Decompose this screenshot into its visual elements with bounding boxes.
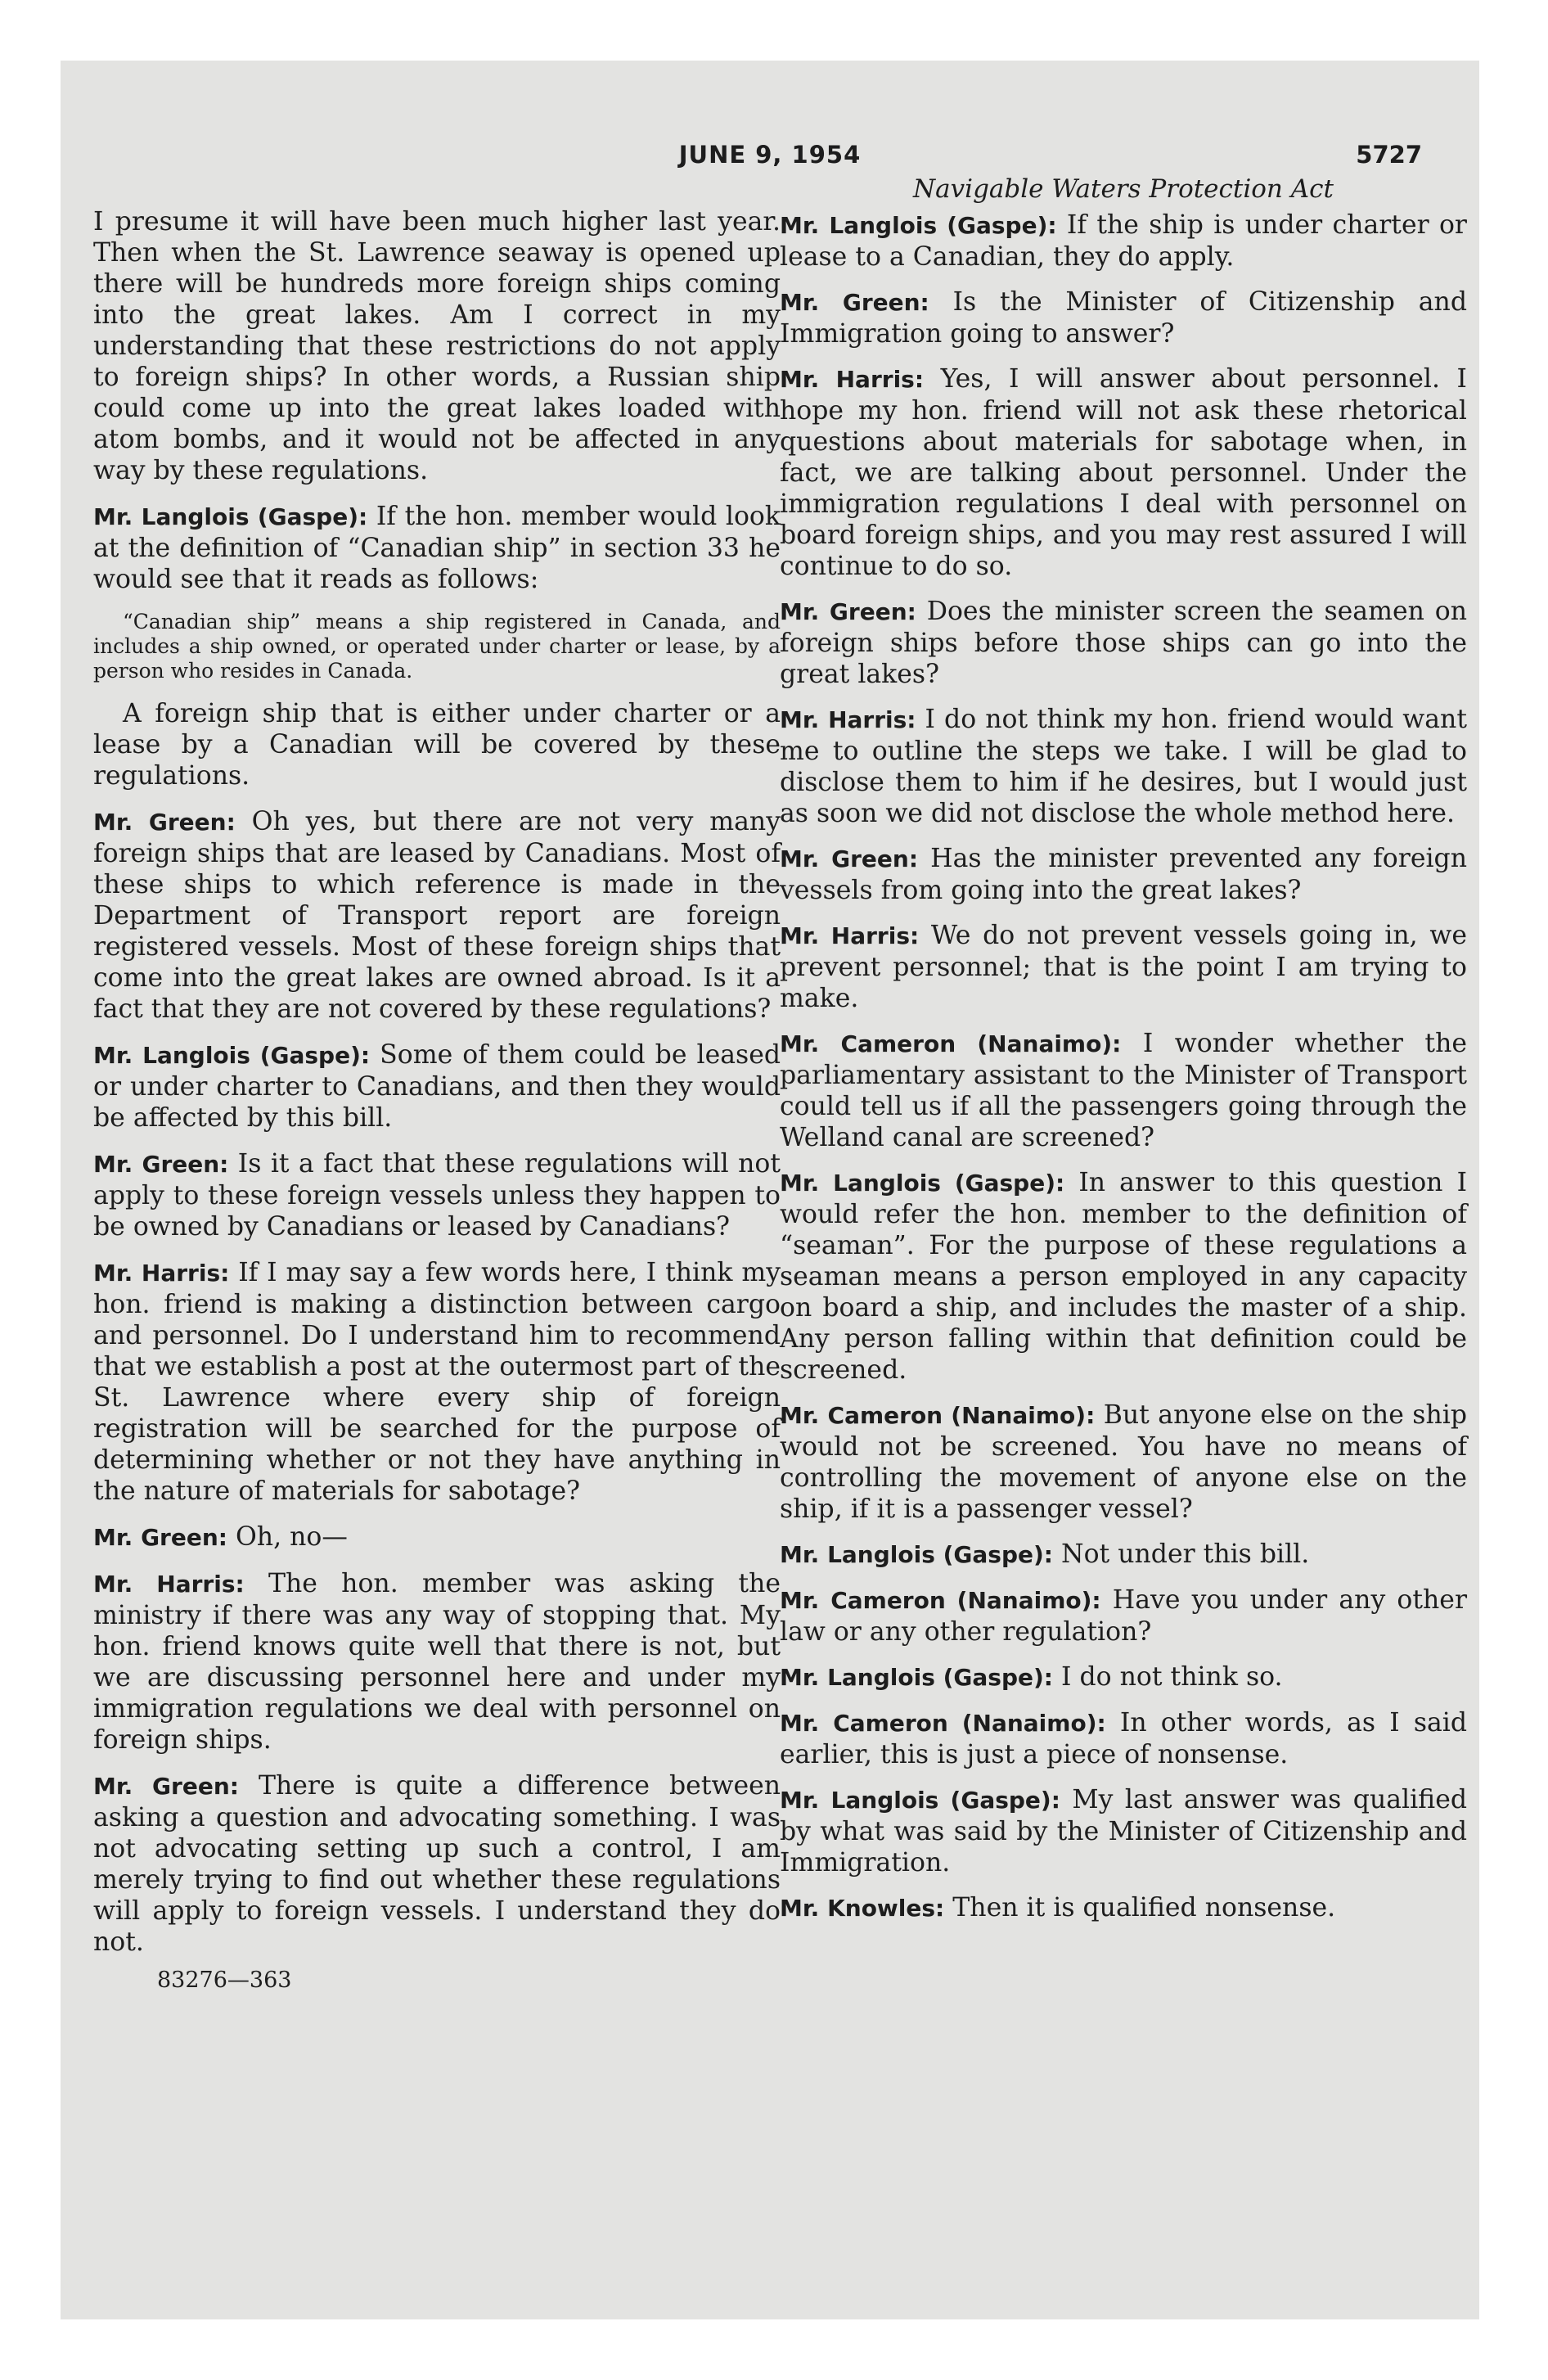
speaker-name: Mr. Cameron (Nanaimo): <box>780 1587 1101 1614</box>
speech-text: If the ship is under charter or lease to a Canadian, they do apply. <box>780 210 1467 272</box>
speech-paragraph <box>780 286 1467 349</box>
speech-text: Does the minister screen the seamen on foreign ships before those ships can go into the great lakes? <box>780 597 1468 689</box>
right-column <box>780 210 1467 1938</box>
speech-text: Oh yes, but there are not very many foreign ships that are leased by Canadians. Most of these ships to which reference is made in the Department of Transport report are foreign registered vessels. Most of these foreign ships that come into the great lakes are owned abroad. Is it a fact that they are not covered by these regulations? <box>93 807 781 1024</box>
speech-text: Is the Minister of Citizenship and Immigration going to answer? <box>780 287 1467 349</box>
speaker-name: Mr. Harris: <box>93 1260 230 1287</box>
speech-text: Yes, I will answer about personnel. I hope my hon. friend will not ask these rhetorical questions about materials for sabotage when, in fact, we are talking about personnel. Under the immigration regulations I deal with personnel on board foreign ships, and you may rest assured I will continue to do so. <box>780 364 1467 581</box>
speech-paragraph <box>780 704 1467 829</box>
speech-paragraph <box>780 1892 1467 1924</box>
speaker-name: Mr. Harris: <box>780 366 925 393</box>
speaker-name: Mr. Langlois (Gaspe): <box>93 1042 371 1069</box>
speech-text: But anyone else on the ship would not be screened. You have no means of controlling the movement of anyone else on the ship, if it is a passenger vessel? <box>780 1400 1467 1524</box>
speaker-name: Mr. Green: <box>93 1524 227 1551</box>
speech-text: I do not think my hon. friend would want me to outline the steps we take. I will be glad to disclose them to him if he desires, but I would just as soon we did not disclose the whole method here. <box>780 705 1467 828</box>
speaker-name: Mr. Langlois (Gaspe): <box>780 1541 1053 1568</box>
speech-text: My last answer was qualified by what was said by the Minister of Citizenship and Immigration. <box>780 1785 1467 1877</box>
speech-paragraph <box>93 501 781 595</box>
speech-paragraph <box>780 920 1467 1014</box>
left-column <box>93 206 781 1994</box>
speech-paragraph <box>780 1539 1467 1571</box>
speech-text: I do not think so. <box>1061 1662 1283 1692</box>
speech-paragraph <box>93 698 781 791</box>
speech-paragraph <box>780 1707 1467 1770</box>
speech-paragraph <box>780 363 1467 582</box>
speech-text: Some of them could be leased or under charter to Canadians, and then they would be affected by this bill. <box>93 1040 781 1133</box>
running-title: Navigable Waters Protection Act <box>913 174 1334 204</box>
speech-text: We do not prevent vessels going in, we prevent personnel; that is the point I am trying to make. <box>780 921 1467 1013</box>
speaker-name: Mr. Cameron (Nanaimo): <box>780 1402 1096 1429</box>
speech-text: I presume it will have been much higher last year. Then when the St. Lawrence seaway is opened up there will be hundreds more foreign ships coming into the great lakes. Am I correct in my understanding that these restrictions do not apply to foreign ships? In other words, a Russian ship could come up into the great lakes loaded with atom bombs, and it would not be affected in any way by these regulations. <box>93 207 781 485</box>
speech-paragraph <box>780 1661 1467 1693</box>
speech-paragraph <box>93 1257 781 1507</box>
speech-paragraph <box>780 1784 1467 1878</box>
speech-text: In answer to this question I would refer the hon. member to the definition of “seaman”. For the purpose of these regulations a seaman means a person employed in any capacity on board a ship, and includes the master of a ship. Any person falling within that definition could be screened. <box>780 1168 1468 1385</box>
header-page-number: 5727 <box>1356 141 1422 169</box>
speech-text: There is quite a difference between asking a question and advocating something. I was not advocating setting up such a control, I am merely trying to find out whether these regulations will apply to foreign vessels. I understand they do not. <box>93 1771 781 1957</box>
speech-text: Have you under any other law or any other regulation? <box>780 1585 1468 1647</box>
speaker-name: Mr. Green: <box>780 598 916 625</box>
speaker-name: Mr. Knowles: <box>780 1895 945 1922</box>
speech-paragraph <box>93 1148 781 1242</box>
header-date: JUNE 9, 1954 <box>678 141 862 169</box>
speaker-name: Mr. Cameron (Nanaimo): <box>780 1710 1106 1737</box>
speech-paragraph <box>93 1770 781 1958</box>
speech-text: If I may say a few words here, I think my hon. friend is making a distinction between cargo and personnel. Do I understand him to recommend that we establish a post at the outermost part of the St. Lawrence where every ship of foreign registration will be searched for the purpose of determining whether or not they have anything in the nature of materials for sabotage? <box>93 1258 781 1506</box>
speech-text: A foreign ship that is either under charter or a lease by a Canadian will be covered by these regulations. <box>93 699 781 791</box>
speech-text: Has the minister prevented any foreign vessels from going into the great lakes? <box>780 844 1468 905</box>
speech-paragraph <box>780 210 1467 273</box>
page-header <box>61 141 1479 174</box>
speaker-name: Mr. Green: <box>93 1773 239 1800</box>
speech-paragraph <box>780 843 1467 906</box>
speech-text: I wonder whether the parliamentary assistant to the Minister of Transport could tell us if all the passengers going through the Welland canal are screened? <box>780 1029 1468 1152</box>
speech-paragraph <box>93 206 781 486</box>
speaker-name: Mr. Langlois (Gaspe): <box>780 1170 1065 1197</box>
speech-text: The hon. member was asking the ministry if there was any way of stopping that. My hon. friend knows quite well that there is not, but we are discussing personnel here and under my immigration regulations we deal with personnel on foreign ships. <box>93 1569 781 1755</box>
speech-text: Not under this bill. <box>1061 1539 1310 1569</box>
speaker-name: Mr. Langlois (Gaspe): <box>780 1664 1053 1691</box>
speaker-name: Mr. Langlois (Gaspe): <box>93 503 368 530</box>
speech-paragraph <box>93 1521 781 1553</box>
speaker-name: Mr. Cameron (Nanaimo): <box>780 1030 1122 1057</box>
speech-paragraph <box>780 1167 1467 1386</box>
speech-paragraph <box>780 1400 1467 1525</box>
speaker-name: Mr. Green: <box>780 845 919 872</box>
speaker-name: Mr. Harris: <box>780 922 920 949</box>
speech-paragraph <box>93 806 781 1025</box>
speaker-name: Mr. Green: <box>780 289 929 316</box>
footer-code: 83276—363 <box>157 1968 292 1993</box>
speech-paragraph <box>780 596 1467 690</box>
speech-paragraph <box>780 1028 1467 1153</box>
speech-text: Then it is qualified nonsense. <box>952 1893 1336 1922</box>
quoted-definition: “Canadian ship” means a ship registered in Canada, and includes a ship owned, or operated under charter or lease, by a person who resides in Canada. <box>93 610 781 683</box>
speech-paragraph <box>780 1584 1467 1648</box>
speech-text: Oh, no— <box>235 1522 348 1552</box>
speech-text: In other words, as I said earlier, this is just a piece of nonsense. <box>780 1708 1468 1769</box>
speaker-name: Mr. Langlois (Gaspe): <box>780 1787 1060 1814</box>
speech-text: If the hon. member would look at the definition of “Canadian ship” in section 33 he would see that it reads as follows: <box>93 502 781 594</box>
speaker-name: Mr. Harris: <box>93 1571 245 1598</box>
speaker-name: Mr. Langlois (Gaspe): <box>780 212 1057 239</box>
speaker-name: Mr. Green: <box>93 809 236 836</box>
speech-paragraph <box>93 1568 781 1756</box>
speech-text: Is it a fact that these regulations will not apply to these foreign vessels unless they happen to be owned by Canadians or leased by Canadians? <box>93 1149 781 1242</box>
speaker-name: Mr. Harris: <box>780 706 916 733</box>
speaker-name: Mr. Green: <box>93 1151 229 1178</box>
speech-paragraph <box>93 1039 781 1134</box>
